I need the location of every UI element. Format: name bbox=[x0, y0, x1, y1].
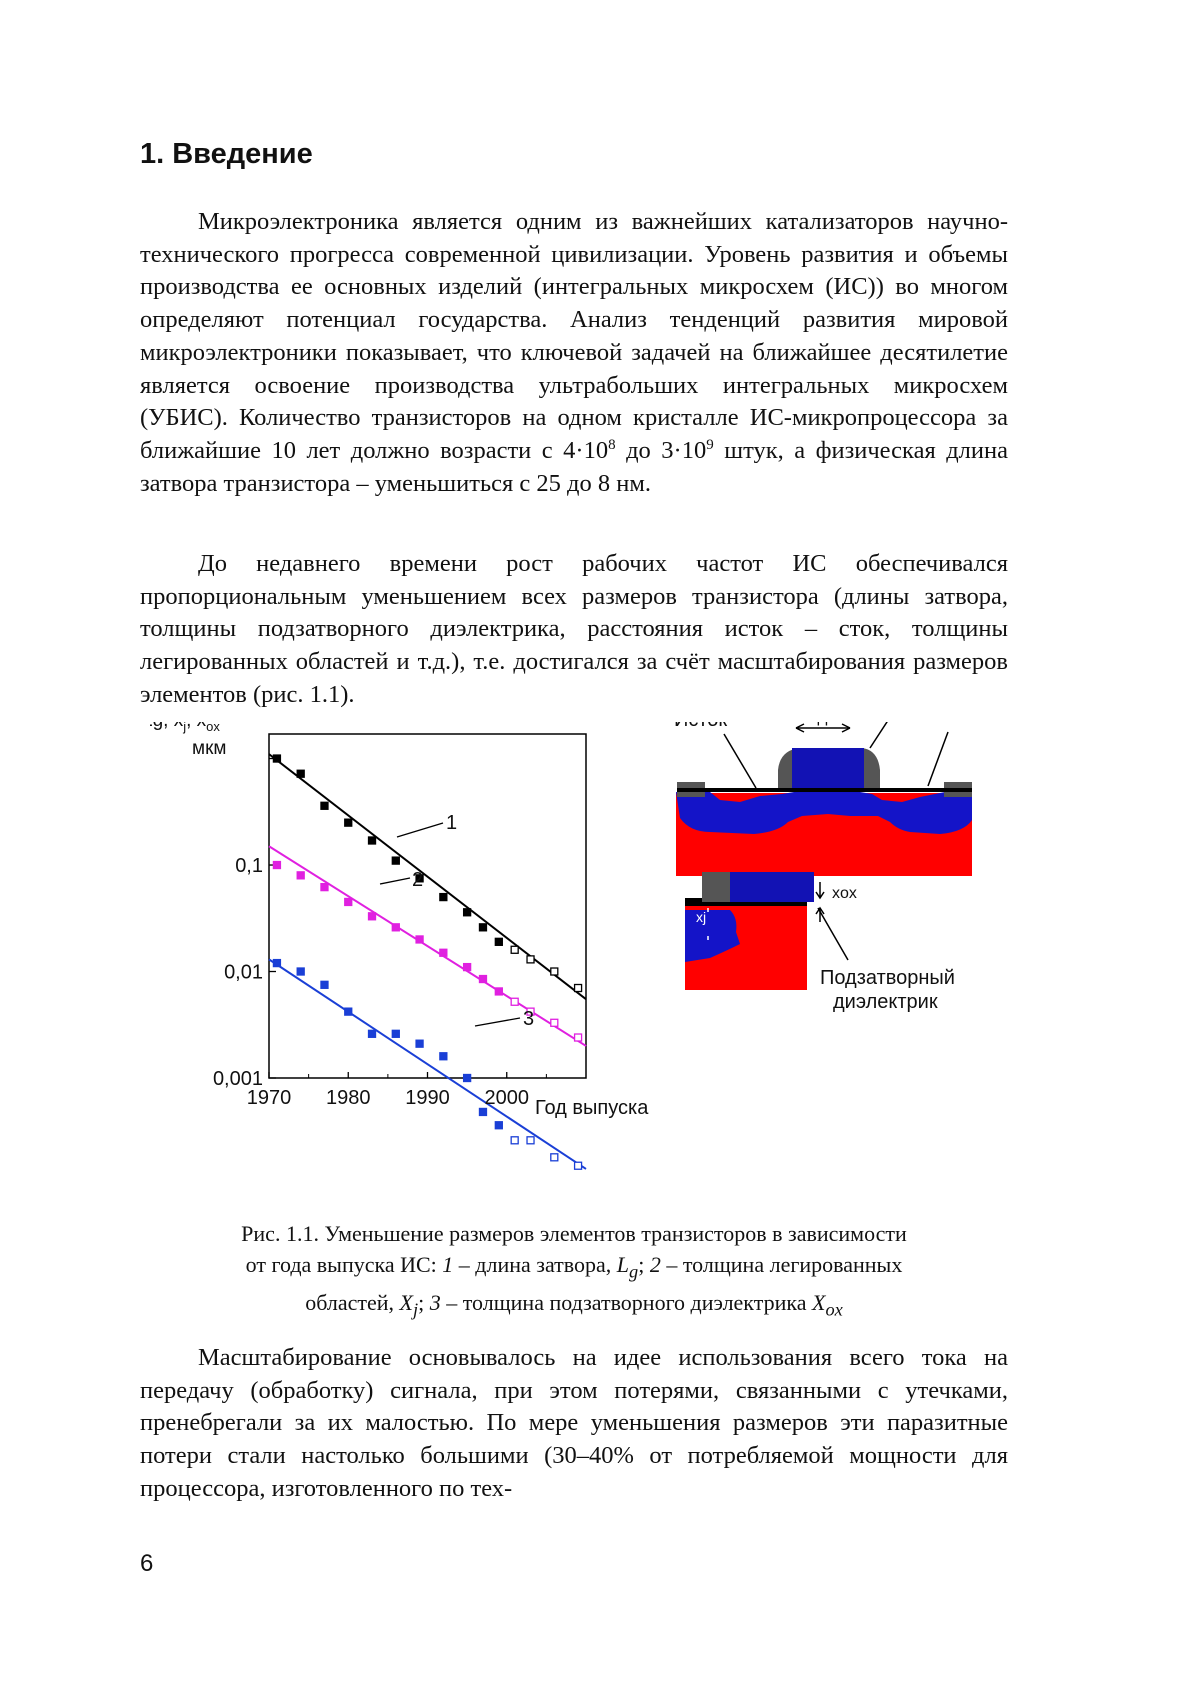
data-point-2 bbox=[464, 964, 471, 971]
data-point-3 bbox=[511, 1137, 518, 1144]
data-point-3 bbox=[440, 1053, 447, 1060]
intro-paragraph: Микроэлектроника является одним из важнейших катализаторов научно-технического прогресса современной цивилизации. Уровень развития и объемы производства ее основных изделий (интегральных микросхем (ИС)) во многом определяют потенциал государства. Анализ тенденций развития мировой микроэлектроники показывает, что ключевой задачей на ближайшее десятилетие является освоение производства ультрабольших интегральных микросхем (УБИС). Количество транзисторов на одном кристалле ИС-микропроцессора за ближайшие 10 лет должно возрасти с $4\cdot 10^8$ до $3\cdot 10^9$ штук, а физическая длина затвора транзистора – уменьшиться с 25 до 8 нм. bbox=[140, 208, 1009, 497]
data-point-2 bbox=[416, 936, 423, 943]
source-leader bbox=[724, 734, 756, 788]
curve-1-leader bbox=[397, 823, 443, 837]
data-point-1 bbox=[527, 956, 534, 963]
x-tick-label: 1980 bbox=[326, 1087, 371, 1109]
data-point-2 bbox=[297, 872, 304, 879]
dielectric-leader bbox=[818, 908, 848, 960]
data-point-1 bbox=[392, 857, 399, 864]
curve-3-label: 3 bbox=[523, 1008, 535, 1030]
data-point-2 bbox=[575, 1034, 582, 1041]
dielectric-label-2: диэлектрик bbox=[833, 991, 938, 1013]
data-point-2 bbox=[511, 998, 518, 1005]
scaling-paragraph: До недавнего времени рост рабочих частот ИС обеспечивался пропорциональным уменьшением всех размеров транзистора (длины затвора, толщины подзатворного диэлектрика, расстояния исток – сток, толщины легированных областей и т.д.), т.е. достигался за счёт масштабирования размеров элементов (рис. 1.1). bbox=[140, 550, 1008, 708]
data-point-1 bbox=[273, 755, 280, 762]
x-tick-label: 1990 bbox=[405, 1087, 450, 1109]
curve-2-leader bbox=[380, 878, 410, 884]
data-point-1 bbox=[479, 924, 486, 931]
data-point-1 bbox=[345, 819, 352, 826]
data-point-1 bbox=[440, 894, 447, 901]
scaling-chart bbox=[150, 722, 649, 1169]
figure-caption: Рис. 1.1. Уменьшение размеров элементов транзисторов в зависимости от года выпуска ИС: 1 – длина затвора, $L_g$; 2 – толщина легированных областей, $X_j$; 3 – толщина подзатворного диэлектрика $X_{ox}$ bbox=[241, 1221, 907, 1320]
dielectric-label-1: Подзатворный bbox=[820, 967, 955, 989]
data-point-1 bbox=[575, 985, 582, 992]
y-axis-unit: мкм bbox=[192, 738, 227, 759]
data-point-2 bbox=[551, 1019, 558, 1026]
data-point-3 bbox=[464, 1075, 471, 1082]
right-spacer bbox=[862, 748, 880, 788]
data-point-1 bbox=[321, 802, 328, 809]
zoom-gate bbox=[730, 872, 814, 902]
data-point-2 bbox=[392, 924, 399, 931]
surface-oxide bbox=[677, 788, 972, 792]
data-point-1 bbox=[297, 770, 304, 777]
curve-1-label: 1 bbox=[446, 812, 458, 834]
data-point-1 bbox=[511, 946, 518, 953]
data-point-2 bbox=[479, 976, 486, 983]
xox-label: xox bbox=[832, 885, 857, 902]
section-heading: 1. Введение bbox=[140, 138, 313, 170]
data-point-3 bbox=[416, 1040, 423, 1047]
gate bbox=[792, 748, 864, 788]
data-point-3 bbox=[345, 1008, 352, 1015]
data-point-2 bbox=[369, 913, 376, 920]
figure-svg bbox=[150, 722, 1030, 1202]
y-tick-label: 0,001 bbox=[212, 1068, 263, 1090]
data-point-1 bbox=[495, 938, 502, 945]
x-axis-label: Год выпуска bbox=[535, 1097, 649, 1119]
y-tick-label: 0,01 bbox=[224, 961, 263, 984]
leakage-paragraph: Масштабирование основывалось на идее использования всего тока на передачу (обработку) сигнала, при этом потерями, связанными с утечками, пренебрегали за их малостью. По мере уменьшения размеров эти паразитные потери стали настолько большими (30–40% от потребляемой мощности для процессора, изготовленного по тех- bbox=[140, 1344, 1008, 1502]
data-point-1 bbox=[369, 837, 376, 844]
curve-2-label: 2 bbox=[412, 869, 424, 891]
xj-label: xj bbox=[696, 909, 707, 925]
data-point-3 bbox=[527, 1137, 534, 1144]
data-point-2 bbox=[273, 862, 280, 869]
drain-leader bbox=[928, 732, 948, 786]
figure-1-1 bbox=[150, 722, 1030, 1202]
data-point-2 bbox=[345, 898, 352, 905]
data-point-3 bbox=[392, 1030, 399, 1037]
zoom-spacer bbox=[702, 872, 732, 902]
data-point-3 bbox=[297, 968, 304, 975]
curve-3-leader bbox=[475, 1018, 520, 1026]
y-tick-label: 0,1 bbox=[235, 855, 263, 878]
data-point-3 bbox=[369, 1030, 376, 1037]
data-point-2 bbox=[440, 949, 447, 956]
plot-frame bbox=[269, 734, 586, 1078]
data-point-3 bbox=[479, 1108, 486, 1115]
fit-line-3 bbox=[269, 959, 586, 1169]
gate-leader bbox=[870, 722, 900, 748]
chart-ticks bbox=[269, 759, 546, 1078]
data-point-3 bbox=[273, 960, 280, 967]
x-tick-label: 1970 bbox=[246, 1087, 292, 1109]
transistor-diagram bbox=[674, 722, 972, 1013]
data-point-3 bbox=[495, 1122, 502, 1129]
page-number: 6 bbox=[140, 1550, 154, 1577]
data-point-2 bbox=[321, 884, 328, 891]
data-point-1 bbox=[464, 909, 471, 916]
data-point-3 bbox=[551, 1154, 558, 1161]
y-axis-label: $_j$ $_{ox}$ bbox=[183, 722, 220, 734]
data-point-3 bbox=[321, 981, 328, 988]
data-point-1 bbox=[551, 968, 558, 975]
data-point-2 bbox=[495, 988, 502, 995]
drain-label bbox=[926, 722, 970, 727]
source-label bbox=[674, 722, 727, 731]
x-tick-label: 2000 bbox=[484, 1087, 529, 1109]
data-point-3 bbox=[575, 1162, 582, 1169]
lg-label bbox=[808, 722, 827, 726]
